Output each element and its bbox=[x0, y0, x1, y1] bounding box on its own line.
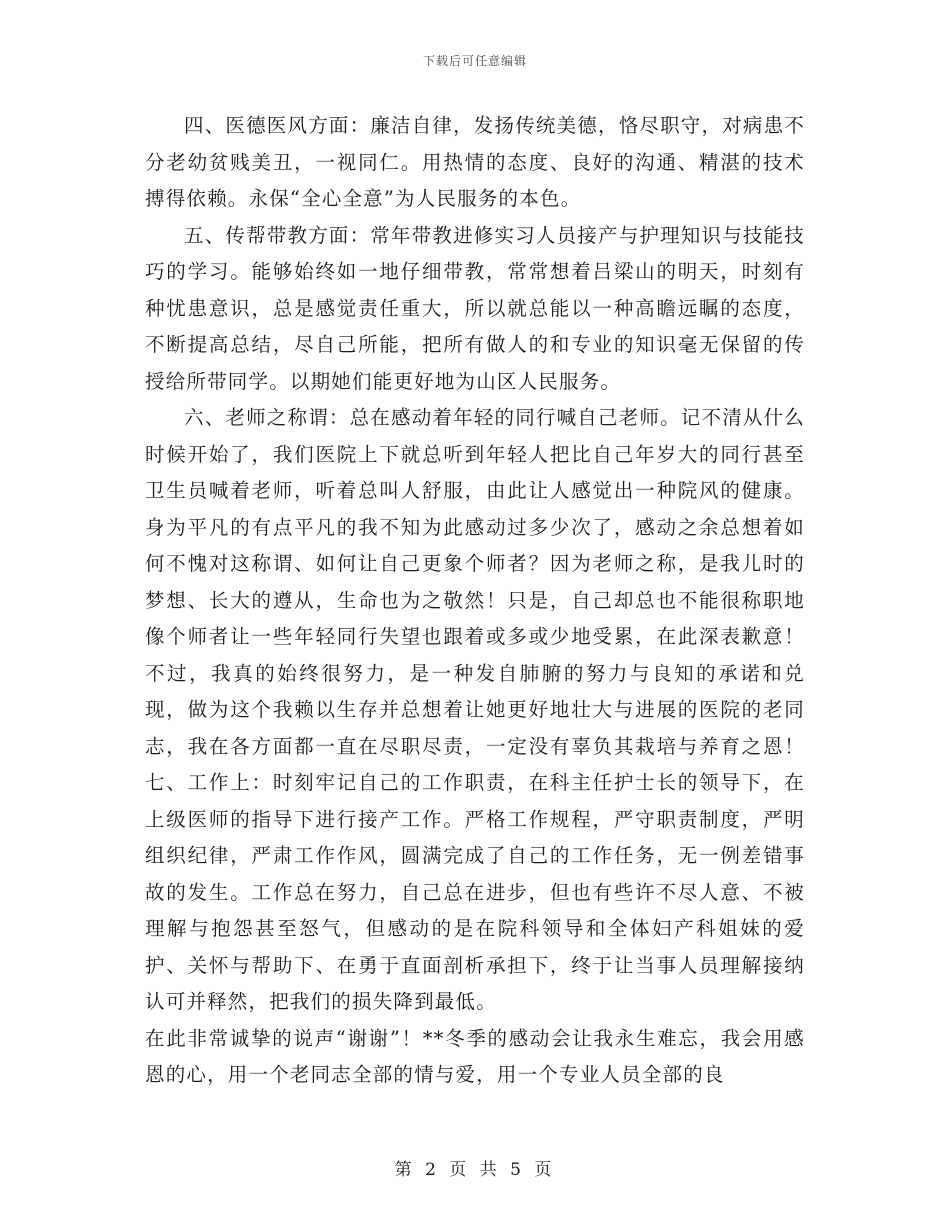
paragraph-teacher-title: 六、老师之称谓：总在感动着年轻的同行喊自己老师。记不清从什么时候开始了，我们医院上下就总听到年轻人把比自己年岁大的同行甚至卫生员喊着老师，听着总叫人舒服，由此让人感觉出一种院风的健康。身为平凡的有点平凡的我不知为此感动过多少次了，感动之余总想着如何不愧对这称谓、如何让自己更象个师者？因为老师之称，是我儿时的梦想、长大的遵从，生命也为之敬然！只是，自己却总也不能很称职地像个师者让一些年轻同行失望也跟着或多或少地受累，在此深表歉意！不过，我真的始终很努力，是一种发自肺腑的努力与良知的承诺和兑现，做为这个我赖以生存并总想着让她更好地壮大与进展的医院的老同志，我在各方面都一直在尽职尽责，一定没有辜负其栽培与养育之恩！七、工作上：时刻牢记自己的工作职责，在科主任护士长的领导下，在上级医师的指导下进行接产工作。严格工作规程，严守职责制度，严明组织纪律，严肃工作作风，圆满完成了自己的工作任务，无一例差错事故的发生。工作总在努力，自己总在进步，但也有些许不尽人意、不被理解与抱怨甚至怒气，但感动的是在院科领导和全体妇产科姐妹的爱护、关怀与帮助下、在勇于直面剖析承担下，终于让当事人员理解接纳认可并释然，把我们的损失降到最低。 bbox=[145, 406, 806, 1013]
paragraph-thanks: 在此非常诚挚的说声“谢谢”！**冬季的感动会让我永生难忘，我会用感恩的心，用一个老同志全部的情与爱，用一个专业人员全部的良 bbox=[145, 1026, 805, 1086]
page-header: 下载后可任意编辑 bbox=[422, 54, 527, 68]
page-footer: 第 2 页 共 5 页 bbox=[394, 1160, 556, 1180]
paragraph-medical-ethics: 四、医德医风方面：廉洁自律，发扬传统美德，恪尽职守，对病患不分老幼贫贱美丑，一视同仁。用热情的态度、良好的沟通、精湛的技术搏得依赖。永保“全心全意”为人民服务的本色。 bbox=[145, 114, 806, 210]
document-body bbox=[145, 108, 805, 1094]
paragraph-mentoring: 五、传帮带教方面：常年带教进修实习人员接产与护理知识与技能技巧的学习。能够始终如一地仔细带教，常常想着吕梁山的明天，时刻有种忧患意识，总是感觉责任重大，所以就总能以一种高瞻远瞩的态度，不断提高总结，尽自己所能，把所有做人的和专业的知识毫无保留的传授给所带同学。以期她们能更好地为山区人民服务。 bbox=[145, 223, 806, 393]
